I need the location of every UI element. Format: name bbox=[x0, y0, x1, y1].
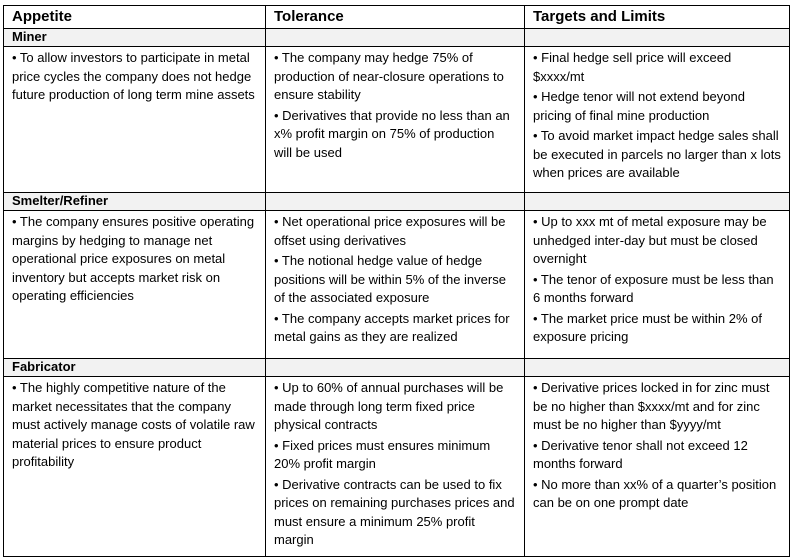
section-body-miner bbox=[4, 47, 790, 193]
tolerance-cell bbox=[266, 377, 525, 557]
tolerance-item: • The company accepts market prices for metal gains as they are realized bbox=[274, 310, 510, 344]
target-item: • Derivative tenor shall not exceed 12 months forward bbox=[533, 437, 748, 471]
appetite-item: • The company ensures positive operating margins by hedging to manage net operational price exposures on metal inventory but accepts market risk on operating efficiencies bbox=[12, 214, 255, 303]
target-item: • Up to xxx mt of metal exposure may be unhedged inter-day but must be closed overnight bbox=[533, 214, 767, 266]
section-row-miner bbox=[4, 29, 790, 47]
section-row-smelter-refiner bbox=[4, 193, 790, 211]
tolerance-cell bbox=[266, 211, 525, 359]
targets-cell bbox=[525, 377, 790, 557]
tolerance-item: • The company may hedge 75% of production of near-closure operations to ensure stability bbox=[274, 50, 504, 102]
targets-cell bbox=[525, 211, 790, 359]
section-row-fabricator bbox=[4, 359, 790, 377]
tolerance-item: • Up to 60% of annual purchases will be made through long term fixed price physical contracts bbox=[274, 380, 504, 432]
section-title: Smelter/Refiner bbox=[4, 193, 266, 211]
tolerance-item: • Net operational price exposures will be offset using derivatives bbox=[274, 214, 506, 248]
header-tolerance: Tolerance bbox=[266, 6, 525, 29]
header-row bbox=[4, 6, 790, 29]
tolerance-cell bbox=[266, 47, 525, 193]
target-item: • The tenor of exposure must be less than 6 months forward bbox=[533, 271, 774, 305]
section-title: Fabricator bbox=[4, 359, 266, 377]
section-body-fabricator bbox=[4, 377, 790, 557]
target-item: • Final hedge sell price will exceed $xxxx/mt bbox=[533, 50, 732, 84]
tolerance-item: • The notional hedge value of hedge positions will be within 5% of the inverse of the associated exposure bbox=[274, 253, 506, 305]
appetite-item: • To allow investors to participate in metal price cycles the company does not hedge future production of long term mine assets bbox=[12, 50, 255, 102]
tolerance-item: • Fixed prices must ensures minimum 20% profit margin bbox=[274, 437, 491, 471]
header-targets-limits: Targets and Limits bbox=[525, 6, 790, 29]
appetite-cell bbox=[4, 377, 266, 557]
appetite-cell bbox=[4, 47, 266, 193]
target-item: • No more than xx% of a quarter’s position can be on one prompt date bbox=[533, 476, 777, 510]
tolerance-item: • Derivatives that provide no less than an x% profit margin on 75% of production will be used bbox=[274, 107, 510, 160]
target-item: • Derivative prices locked in for zinc must be no higher than $xxxx/mt and for zinc must be no higher than $yyyy/mt bbox=[533, 380, 770, 432]
appetite-item: • The highly competitive nature of the market necessitates that the company must actively manage costs of volatile raw material prices to ensure product profitability bbox=[12, 380, 255, 469]
section-title: Miner bbox=[4, 29, 266, 47]
header-appetite: Appetite bbox=[4, 6, 266, 29]
section-body-smelter-refiner bbox=[4, 211, 790, 359]
appetite-cell bbox=[4, 211, 266, 359]
target-item: • The market price must be within 2% of exposure pricing bbox=[533, 310, 763, 344]
target-item: • To avoid market impact hedge sales shall be executed in parcels no larger than x lots when prices are available bbox=[533, 128, 781, 180]
targets-cell bbox=[525, 47, 790, 193]
risk-appetite-table bbox=[3, 5, 790, 557]
tolerance-item: • Derivative contracts can be used to fix prices on remaining purchases prices and must ensure a minimum 25% profit margin bbox=[274, 476, 515, 547]
target-item: • Hedge tenor will not extend beyond pricing of final mine production bbox=[533, 89, 745, 123]
